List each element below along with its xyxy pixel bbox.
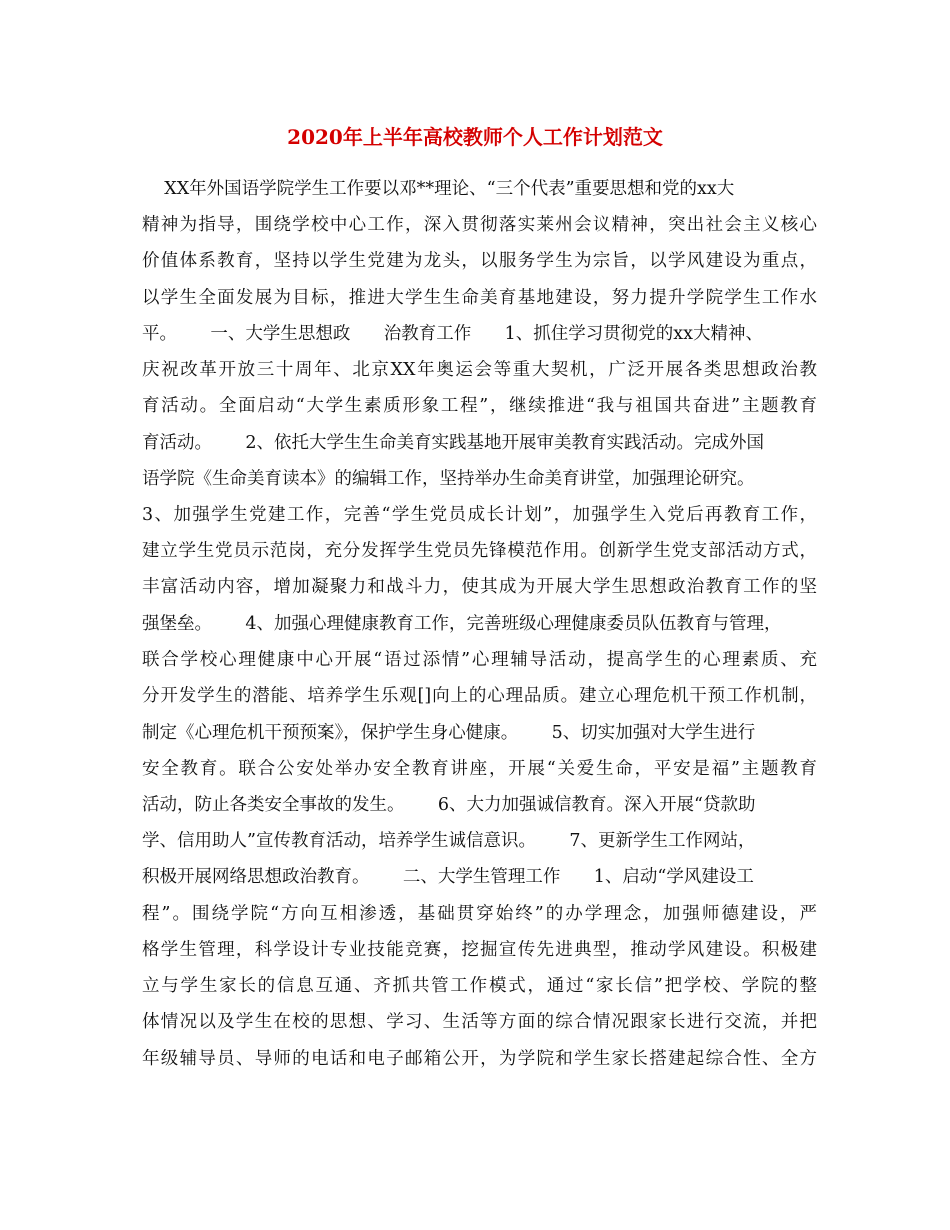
body-line: 活动，防止各类安全事故的发生。 6、大力加强诚信教育。深入开展“贷款助 [142, 795, 756, 815]
body-line: 安全教育。联合公安处举办安全教育讲座，开展“关爱生命，平安是福”主题教育 [142, 759, 817, 779]
body-line: 联合学校心理健康中心开展“语过添情”心理辅导活动，提高学生的心理素质、充 [142, 650, 817, 670]
body-line: 育活动。 2、依托大学生生命美育实践基地开展审美教育实践活动。完成外国 [142, 433, 765, 453]
body-line: 制定《心理危机干预预案》，保护学生身心健康。 5、切实加强对大学生进行 [142, 723, 756, 743]
body-line: 体情况以及学生在校的思想、学习、生活等方面的综合情况跟家长进行交流，并把 [142, 1012, 817, 1032]
body-line: 价值体系教育，坚持以学生党建为龙头，以服务学生为宗旨，以学风建设为重点， [142, 251, 817, 271]
body-line: 以学生全面发展为目标，推进大学生生命美育基地建设，努力提升学院学生工作水 [142, 288, 817, 308]
document-title: 2020年上半年高校教师个人工作计划范文 [287, 125, 663, 149]
body-line: 程”。围绕学院“方向互相渗透，基础贯穿始终”的办学理念，加强师德建设，严 [142, 904, 817, 924]
body-line: 精神为指导，围绕学校中心工作，深入贯彻落实莱州会议精神，突出社会主义核心 [142, 215, 817, 235]
body-line: 分开发学生的潜能、培养学生乐观[]向上的心理品质。建立心理危机干预工作机制， [142, 686, 817, 706]
body-line: 建立学生党员示范岗，充分发挥学生党员先锋模范作用。创新学生党支部活动方式， [142, 541, 817, 561]
body-line: 积极开展网络思想政治教育。 二、大学生管理工作 1、启动“学风建设工 [142, 867, 754, 887]
body-line: 强堡垒。 4、加强心理健康教育工作，完善班级心理健康委员队伍教育与管理， [142, 614, 782, 634]
body-line: 学、信用助人”宣传教育活动，培养学生诚信意识。 7、更新学生工作网站， [142, 831, 756, 851]
body-line: 立与学生家长的信息互通、齐抓共管工作模式，通过“家长信”把学校、学院的整 [142, 976, 817, 996]
body-line: 语学院《生命美育读本》的编辑工作，坚持举办生命美育讲堂，加强理论研究。 [142, 469, 755, 489]
body-line: 年级辅导员、导师的电话和电子邮箱公开，为学院和学生家长搭建起综合性、全方 [142, 1049, 817, 1069]
body-line: 丰富活动内容，增加凝聚力和战斗力，使其成为开展大学生思想政治教育工作的坚 [142, 577, 817, 597]
body-line: 育活动。全面启动“大学生素质形象工程”，继续推进“我与祖国共奋进”主题教育 [142, 396, 817, 416]
body-line: 平。 一、大学生思想政 治教育工作 1、抓住学习贯彻党的xx大精神、 [142, 324, 764, 344]
body-line: XX年外国语学院学生工作要以邓**理论、“三个代表”重要思想和党的xx大 [142, 179, 735, 199]
body-line: 格学生管理，科学设计专业技能竞赛，挖掘宣传先进典型，推动学风建设。积极建 [142, 940, 817, 960]
body-line: 庆祝改革开放三十周年、北京XX年奥运会等重大契机，广泛开展各类思想政治教 [142, 360, 817, 380]
body-line: 3、加强学生党建工作，完善“学生党员成长计划”，加强学生入党后再教育工作， [142, 505, 817, 525]
